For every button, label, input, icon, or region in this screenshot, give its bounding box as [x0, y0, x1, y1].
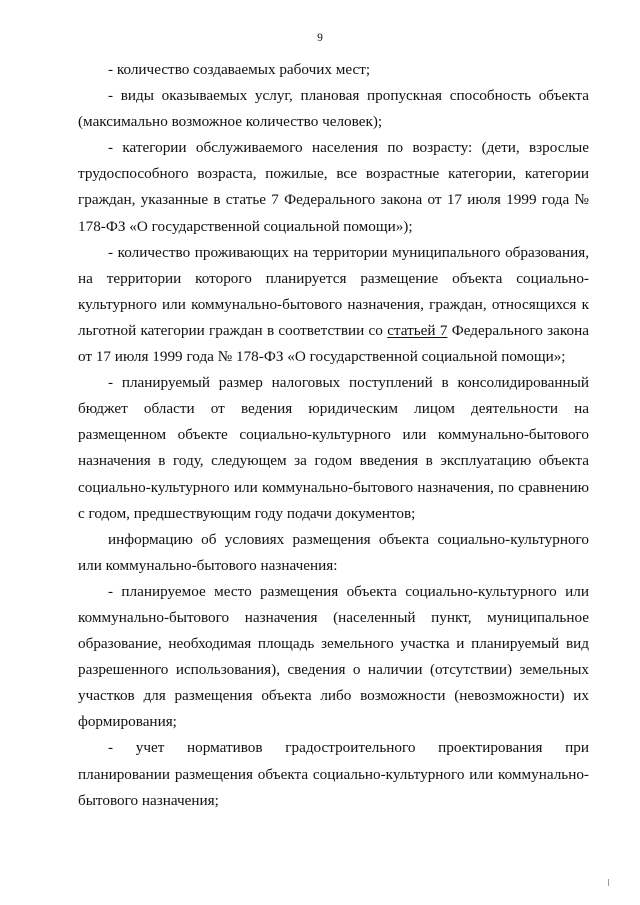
paragraph-planned-location: - планируемое место размещения объекта социально-культурного или коммунально-бытового назначения (населенный пункт, муниципальное образование, необходимая площадь земельного участка и планируемый вид разрешенного использования), сведения о наличии (отсутствии) земельных участков для размещения объекта либо возможности (невозможности) их формирования;	[78, 582, 589, 731]
page-number: 9	[317, 32, 323, 44]
paragraph-population-categories: - категории обслуживаемого населения по возрасту: (дети, взрослые трудоспособного возраста, пожилые, все возрастные категории, категории граждан, указанные в статье 7 Федерального закона от 17 июля 1999 года № 178-ФЗ «О государственной социальной помощи»);	[78, 139, 589, 235]
paragraph-urban-planning-standards: - учет нормативов градостроительного проектирования при планировании размещения объекта социально-культурного или коммунально-бытового назначения;	[78, 739, 589, 809]
paragraph-privileged-residents	[78, 240, 589, 370]
margin-mark	[608, 879, 609, 886]
paragraph-service-types: - виды оказываемых услуг, плановая пропускная способность объекта (максимально возможное количество человек);	[78, 87, 589, 131]
document-body	[78, 57, 589, 814]
paragraph-placement-conditions-intro: информацию об условиях размещения объекта социально-культурного или коммунально-бытового назначения:	[78, 530, 589, 574]
paragraph-tax-revenue: - планируемый размер налоговых поступлений в консолидированный бюджет области от ведения юридическим лицом деятельности на размещенном объекте социально-культурного или коммунально-бытового назначения в году, следующем за годом введения в эксплуатацию объекта социально-культурного или коммунально-бытового назначения, по сравнению с годом, предшествующим году подачи документов;	[78, 374, 589, 522]
statute-article-link[interactable]: статьей 7	[387, 321, 448, 339]
paragraph-privileged-residents-text-before: - количество проживающих на территории муниципального образования, на территории которого планируется размещение объекта социально-культурного или коммунально-бытового назначения, граждан, относящихся к льготной категории граждан в соответствии со	[78, 243, 589, 339]
paragraph-jobs-count: - количество создаваемых рабочих мест;	[108, 61, 371, 78]
paragraph-privileged-residents-text-after: Федерального закона от 17 июля 1999 года № 178-ФЗ «О государственной социальной помощи»;	[78, 321, 589, 366]
